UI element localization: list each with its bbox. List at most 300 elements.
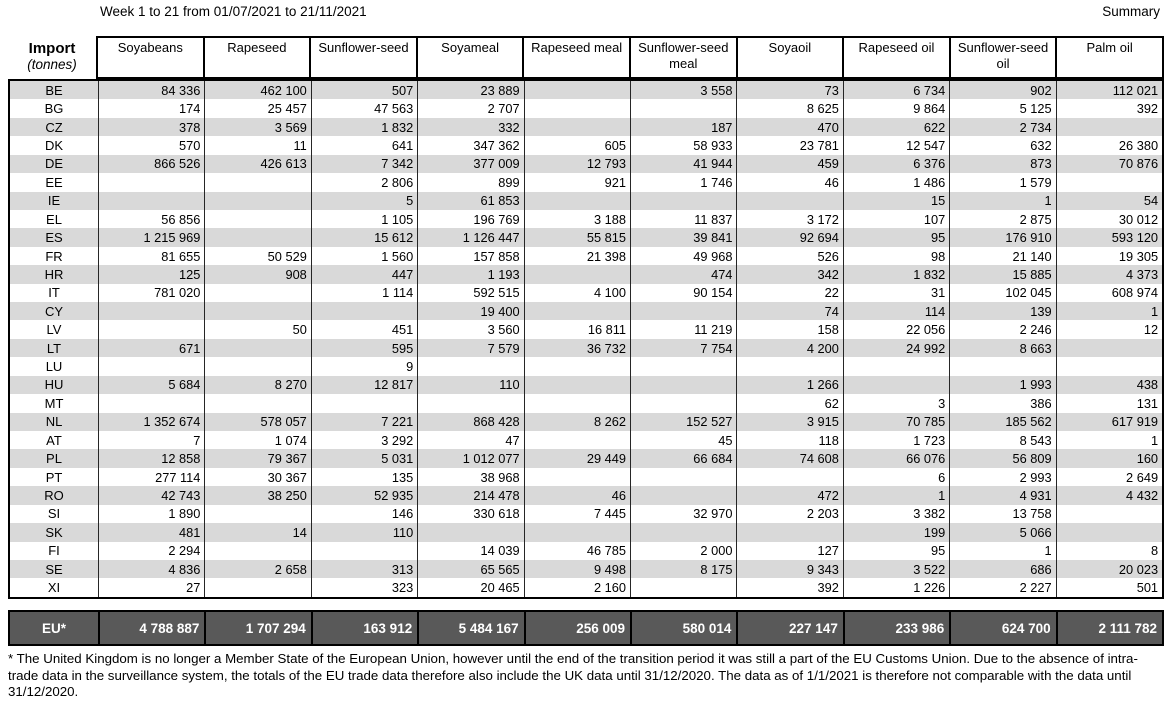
value-cell: 277 114 xyxy=(98,468,204,486)
value-cell: 8 xyxy=(1056,542,1162,560)
value-cell: 2 203 xyxy=(736,505,842,523)
value-cell: 58 933 xyxy=(630,136,736,154)
value-cell: 3 522 xyxy=(843,560,949,578)
value-cell: 102 045 xyxy=(949,284,1055,302)
value-cell: 1 560 xyxy=(311,247,417,265)
country-code-cell: CY xyxy=(44,303,64,319)
value-cell: 1 266 xyxy=(736,376,842,394)
value-cell: 50 529 xyxy=(204,247,310,265)
value-cell xyxy=(204,284,310,302)
country-code-cell: CZ xyxy=(45,119,63,135)
value-cell: 39 841 xyxy=(630,228,736,246)
value-cell xyxy=(98,394,204,412)
value-cell: 70 785 xyxy=(843,413,949,431)
value-cell: 8 175 xyxy=(630,560,736,578)
value-cell: 2 993 xyxy=(949,468,1055,486)
value-cell: 30 012 xyxy=(1056,210,1162,228)
value-cell: 15 612 xyxy=(311,228,417,246)
corner-subtitle: (tonnes) xyxy=(27,57,77,72)
value-cell: 2 707 xyxy=(417,99,523,117)
value-cell: 66 684 xyxy=(630,449,736,467)
value-cell: 66 076 xyxy=(843,449,949,467)
value-cell: 20 465 xyxy=(417,578,523,596)
value-cell: 31 xyxy=(843,284,949,302)
eu-total-value-cell: 580 014 xyxy=(630,612,736,644)
value-cell xyxy=(1056,505,1162,523)
country-code-cell: HU xyxy=(44,377,64,393)
value-cell: 3 569 xyxy=(204,118,310,136)
table-row xyxy=(10,320,1162,338)
value-cell: 4 373 xyxy=(1056,265,1162,283)
value-cell: 592 515 xyxy=(417,284,523,302)
value-cell: 2 227 xyxy=(949,578,1055,596)
value-cell: 3 xyxy=(843,394,949,412)
value-cell: 3 292 xyxy=(311,431,417,449)
value-cell xyxy=(98,302,204,320)
value-cell: 1 xyxy=(1056,302,1162,320)
table-row xyxy=(10,505,1162,523)
value-cell: 46 xyxy=(736,173,842,191)
table-row xyxy=(10,302,1162,320)
value-cell: 8 625 xyxy=(736,99,842,117)
value-cell xyxy=(1056,523,1162,541)
value-cell xyxy=(949,357,1055,375)
value-cell: 868 428 xyxy=(417,413,523,431)
value-cell: 1 832 xyxy=(311,118,417,136)
value-cell: 1 xyxy=(949,192,1055,210)
value-cell: 902 xyxy=(949,81,1055,99)
column-header: Rapeseed meal xyxy=(522,38,629,77)
table-row xyxy=(10,247,1162,265)
value-cell: 866 526 xyxy=(98,155,204,173)
eu-total-value-cell: 163 912 xyxy=(311,612,417,644)
value-cell: 29 449 xyxy=(524,449,630,467)
value-cell xyxy=(524,192,630,210)
corner-title: Import xyxy=(28,40,76,57)
table-row xyxy=(10,192,1162,210)
value-cell xyxy=(204,173,310,191)
value-cell: 127 xyxy=(736,542,842,560)
country-code-cell: EE xyxy=(45,174,63,190)
value-cell: 1 193 xyxy=(417,265,523,283)
value-cell: 9 498 xyxy=(524,560,630,578)
value-cell: 139 xyxy=(949,302,1055,320)
country-code-cell: PT xyxy=(45,469,63,485)
value-cell xyxy=(524,468,630,486)
country-code-cell: SK xyxy=(45,524,63,540)
value-cell xyxy=(204,210,310,228)
table-row xyxy=(10,210,1162,228)
value-cell xyxy=(524,431,630,449)
table-row xyxy=(10,523,1162,541)
value-cell: 47 563 xyxy=(311,99,417,117)
value-cell: 110 xyxy=(417,376,523,394)
import-tonnes-corner-cell xyxy=(8,36,96,79)
value-cell: 158 xyxy=(736,320,842,338)
value-cell: 1 890 xyxy=(98,505,204,523)
value-cell: 330 618 xyxy=(417,505,523,523)
value-cell: 7 221 xyxy=(311,413,417,431)
value-cell: 9 864 xyxy=(843,99,949,117)
eu-total-label: EU* xyxy=(41,620,66,636)
value-cell: 2 649 xyxy=(1056,468,1162,486)
eu-total-row xyxy=(8,610,1164,646)
value-cell: 632 xyxy=(949,136,1055,154)
value-cell xyxy=(630,486,736,504)
value-cell: 470 xyxy=(736,118,842,136)
eu-total-value-cell: 227 147 xyxy=(736,612,842,644)
table-row xyxy=(10,81,1162,99)
value-cell: 42 743 xyxy=(98,486,204,504)
value-cell xyxy=(204,302,310,320)
value-cell xyxy=(98,173,204,191)
value-cell: 52 935 xyxy=(311,486,417,504)
value-cell: 2 000 xyxy=(630,542,736,560)
value-cell: 1 723 xyxy=(843,431,949,449)
eu-total-value-cell: 256 009 xyxy=(524,612,630,644)
value-cell xyxy=(843,376,949,394)
value-cell xyxy=(736,357,842,375)
value-cell: 27 xyxy=(98,578,204,596)
value-cell: 36 732 xyxy=(524,339,630,357)
header-row-box xyxy=(96,36,1164,79)
table-row xyxy=(10,449,1162,467)
value-cell xyxy=(417,357,523,375)
value-cell: 157 858 xyxy=(417,247,523,265)
value-cell xyxy=(311,542,417,560)
value-cell: 3 188 xyxy=(524,210,630,228)
column-header: Sunflower-seed xyxy=(309,38,416,77)
value-cell: 3 172 xyxy=(736,210,842,228)
value-cell: 1 746 xyxy=(630,173,736,191)
value-cell: 4 200 xyxy=(736,339,842,357)
value-cell: 55 815 xyxy=(524,228,630,246)
value-cell: 873 xyxy=(949,155,1055,173)
value-cell: 1 105 xyxy=(311,210,417,228)
value-cell: 56 809 xyxy=(949,449,1055,467)
value-cell: 392 xyxy=(736,578,842,596)
country-code-cell: IE xyxy=(47,193,61,209)
value-cell: 7 xyxy=(98,431,204,449)
value-cell: 671 xyxy=(98,339,204,357)
country-code-cell: DE xyxy=(44,156,64,172)
value-cell: 38 250 xyxy=(204,486,310,504)
table-row xyxy=(10,486,1162,504)
value-cell: 378 xyxy=(98,118,204,136)
value-cell: 7 754 xyxy=(630,339,736,357)
value-cell: 12 xyxy=(1056,320,1162,338)
column-header: Sunflower-seed oil xyxy=(949,38,1056,77)
value-cell: 65 565 xyxy=(417,560,523,578)
country-code-cell: PL xyxy=(46,451,62,467)
table-row xyxy=(10,560,1162,578)
value-cell xyxy=(630,192,736,210)
value-cell xyxy=(524,265,630,283)
value-cell: 118 xyxy=(736,431,842,449)
value-cell: 62 xyxy=(736,394,842,412)
value-cell: 3 915 xyxy=(736,413,842,431)
value-cell: 11 837 xyxy=(630,210,736,228)
value-cell: 921 xyxy=(524,173,630,191)
value-cell: 1 226 xyxy=(843,578,949,596)
value-cell: 578 057 xyxy=(204,413,310,431)
country-code-cell: RO xyxy=(44,487,64,503)
table-row xyxy=(10,468,1162,486)
value-cell: 16 811 xyxy=(524,320,630,338)
value-cell: 8 543 xyxy=(949,431,1055,449)
value-cell: 426 613 xyxy=(204,155,310,173)
value-cell: 1 xyxy=(1056,431,1162,449)
value-cell xyxy=(630,523,736,541)
value-cell xyxy=(630,302,736,320)
column-header: Rapeseed xyxy=(203,38,310,77)
country-code-cell: BE xyxy=(45,82,63,98)
value-cell: 501 xyxy=(1056,578,1162,596)
value-cell: 26 380 xyxy=(1056,136,1162,154)
value-cell: 3 382 xyxy=(843,505,949,523)
value-cell: 5 xyxy=(311,192,417,210)
value-cell: 2 294 xyxy=(98,542,204,560)
table-body xyxy=(8,79,1164,599)
value-cell xyxy=(524,99,630,117)
value-cell: 605 xyxy=(524,136,630,154)
eu-total-value-cell: 624 700 xyxy=(949,612,1055,644)
value-cell: 107 xyxy=(843,210,949,228)
value-cell: 135 xyxy=(311,468,417,486)
value-cell xyxy=(311,302,417,320)
value-cell: 2 875 xyxy=(949,210,1055,228)
eu-total-value-cell: 2 111 782 xyxy=(1056,612,1162,644)
value-cell: 570 xyxy=(98,136,204,154)
value-cell: 2 160 xyxy=(524,578,630,596)
value-cell: 608 974 xyxy=(1056,284,1162,302)
table-row xyxy=(10,339,1162,357)
country-code-cell: EL xyxy=(46,211,62,227)
table-row xyxy=(10,357,1162,375)
value-cell: 1 993 xyxy=(949,376,1055,394)
value-cell xyxy=(630,376,736,394)
value-cell: 1 074 xyxy=(204,431,310,449)
value-cell: 176 910 xyxy=(949,228,1055,246)
value-cell: 347 362 xyxy=(417,136,523,154)
value-cell: 11 xyxy=(204,136,310,154)
value-cell: 474 xyxy=(630,265,736,283)
table-row xyxy=(10,431,1162,449)
country-code-cell: NL xyxy=(45,414,63,430)
value-cell xyxy=(204,339,310,357)
value-cell xyxy=(524,357,630,375)
country-code-cell: LT xyxy=(46,340,62,356)
value-cell: 95 xyxy=(843,542,949,560)
eu-total-value-cell: 1 707 294 xyxy=(204,612,310,644)
value-cell xyxy=(736,523,842,541)
value-cell: 84 336 xyxy=(98,81,204,99)
value-cell xyxy=(1056,173,1162,191)
value-cell: 95 xyxy=(843,228,949,246)
value-cell xyxy=(524,376,630,394)
value-cell: 908 xyxy=(204,265,310,283)
value-cell: 187 xyxy=(630,118,736,136)
value-cell: 377 009 xyxy=(417,155,523,173)
country-code-cell: AT xyxy=(46,432,62,448)
value-cell: 54 xyxy=(1056,192,1162,210)
country-code-cell: LV xyxy=(46,322,62,338)
value-cell: 3 560 xyxy=(417,320,523,338)
value-cell: 45 xyxy=(630,431,736,449)
value-cell: 152 527 xyxy=(630,413,736,431)
value-cell: 4 931 xyxy=(949,486,1055,504)
value-cell: 438 xyxy=(1056,376,1162,394)
value-cell: 22 056 xyxy=(843,320,949,338)
value-cell: 8 663 xyxy=(949,339,1055,357)
value-cell: 125 xyxy=(98,265,204,283)
country-code-cell: SI xyxy=(47,506,61,522)
value-cell: 622 xyxy=(843,118,949,136)
value-cell: 392 xyxy=(1056,99,1162,117)
value-cell xyxy=(843,357,949,375)
value-cell: 1 114 xyxy=(311,284,417,302)
value-cell xyxy=(630,357,736,375)
value-cell: 49 968 xyxy=(630,247,736,265)
value-cell: 214 478 xyxy=(417,486,523,504)
value-cell xyxy=(204,578,310,596)
value-cell: 386 xyxy=(949,394,1055,412)
value-cell: 781 020 xyxy=(98,284,204,302)
value-cell: 9 343 xyxy=(736,560,842,578)
table-row xyxy=(10,284,1162,302)
value-cell xyxy=(524,81,630,99)
table-row xyxy=(10,118,1162,136)
value-cell: 899 xyxy=(417,173,523,191)
value-cell: 74 xyxy=(736,302,842,320)
value-cell: 15 xyxy=(843,192,949,210)
value-cell: 4 836 xyxy=(98,560,204,578)
value-cell: 472 xyxy=(736,486,842,504)
value-cell: 114 xyxy=(843,302,949,320)
value-cell: 2 806 xyxy=(311,173,417,191)
value-cell xyxy=(98,357,204,375)
value-cell: 1 579 xyxy=(949,173,1055,191)
value-cell: 14 039 xyxy=(417,542,523,560)
country-code-cell: FI xyxy=(48,543,60,559)
value-cell: 4 432 xyxy=(1056,486,1162,504)
value-cell: 110 xyxy=(311,523,417,541)
value-cell: 323 xyxy=(311,578,417,596)
value-cell xyxy=(204,394,310,412)
column-header: Soyabeans xyxy=(117,40,183,55)
value-cell: 6 xyxy=(843,468,949,486)
value-cell: 19 305 xyxy=(1056,247,1162,265)
value-cell xyxy=(736,468,842,486)
value-cell: 12 858 xyxy=(98,449,204,467)
value-cell: 7 579 xyxy=(417,339,523,357)
country-code-cell: LU xyxy=(45,359,63,375)
value-cell: 23 781 xyxy=(736,136,842,154)
value-cell: 3 558 xyxy=(630,81,736,99)
value-cell: 20 023 xyxy=(1056,560,1162,578)
value-cell: 13 758 xyxy=(949,505,1055,523)
value-cell: 447 xyxy=(311,265,417,283)
value-cell: 185 562 xyxy=(949,413,1055,431)
value-cell: 21 398 xyxy=(524,247,630,265)
value-cell xyxy=(204,542,310,560)
country-code-cell: HR xyxy=(44,266,64,282)
summary-tab-label[interactable]: Summary xyxy=(1102,4,1160,19)
value-cell xyxy=(630,99,736,117)
value-cell: 4 100 xyxy=(524,284,630,302)
value-cell: 11 219 xyxy=(630,320,736,338)
table-row xyxy=(10,542,1162,560)
value-cell: 46 785 xyxy=(524,542,630,560)
country-code-cell: SE xyxy=(45,561,63,577)
table-row xyxy=(10,99,1162,117)
value-cell: 526 xyxy=(736,247,842,265)
value-cell: 342 xyxy=(736,265,842,283)
report-title: Week 1 to 21 from 01/07/2021 to 21/11/2021 xyxy=(100,4,367,19)
value-cell: 199 xyxy=(843,523,949,541)
value-cell: 12 547 xyxy=(843,136,949,154)
value-cell: 30 367 xyxy=(204,468,310,486)
value-cell: 14 xyxy=(204,523,310,541)
value-cell xyxy=(630,394,736,412)
value-cell: 481 xyxy=(98,523,204,541)
value-cell: 92 694 xyxy=(736,228,842,246)
value-cell: 462 100 xyxy=(204,81,310,99)
value-cell: 47 xyxy=(417,431,523,449)
value-cell: 8 270 xyxy=(204,376,310,394)
value-cell: 23 889 xyxy=(417,81,523,99)
value-cell xyxy=(1056,357,1162,375)
footnote-text: * The United Kingdom is no longer a Member State of the European Union, however until the end of the transition period it was still a part of the EU Customs Union. Due to the absence of intra-trade data in the surveillance system, the totals of the EU trade data therefore also include the UK data until 31/12/2020. The data as of 1/1/2021 is therefore not comparable with the data until 31/12/2020. xyxy=(8,651,1138,699)
value-cell: 90 154 xyxy=(630,284,736,302)
table-row xyxy=(10,413,1162,431)
country-code-cell: BG xyxy=(44,101,64,117)
value-cell: 174 xyxy=(98,99,204,117)
value-cell xyxy=(311,394,417,412)
table-row xyxy=(10,394,1162,412)
value-cell xyxy=(417,523,523,541)
column-header: Rapeseed oil xyxy=(842,38,949,77)
value-cell: 196 769 xyxy=(417,210,523,228)
table-row xyxy=(10,228,1162,246)
column-header: Sunflower-seed meal xyxy=(629,38,736,77)
value-cell: 595 xyxy=(311,339,417,357)
value-cell: 2 734 xyxy=(949,118,1055,136)
value-cell: 32 970 xyxy=(630,505,736,523)
value-cell xyxy=(98,320,204,338)
value-cell: 1 352 674 xyxy=(98,413,204,431)
value-cell: 24 992 xyxy=(843,339,949,357)
value-cell xyxy=(204,357,310,375)
value-cell: 160 xyxy=(1056,449,1162,467)
country-code-cell: XI xyxy=(47,580,61,596)
country-code-cell: IT xyxy=(48,285,60,301)
country-code-cell: DK xyxy=(44,137,64,153)
value-cell: 1 486 xyxy=(843,173,949,191)
country-code-cell: FR xyxy=(45,248,63,264)
value-cell: 5 684 xyxy=(98,376,204,394)
value-cell: 313 xyxy=(311,560,417,578)
value-cell: 7 342 xyxy=(311,155,417,173)
value-cell: 459 xyxy=(736,155,842,173)
value-cell: 74 608 xyxy=(736,449,842,467)
value-cell: 2 246 xyxy=(949,320,1055,338)
eu-total-value-cell: 4 788 887 xyxy=(98,612,204,644)
value-cell: 1 xyxy=(843,486,949,504)
value-cell xyxy=(98,192,204,210)
value-cell: 41 944 xyxy=(630,155,736,173)
value-cell: 50 xyxy=(204,320,310,338)
